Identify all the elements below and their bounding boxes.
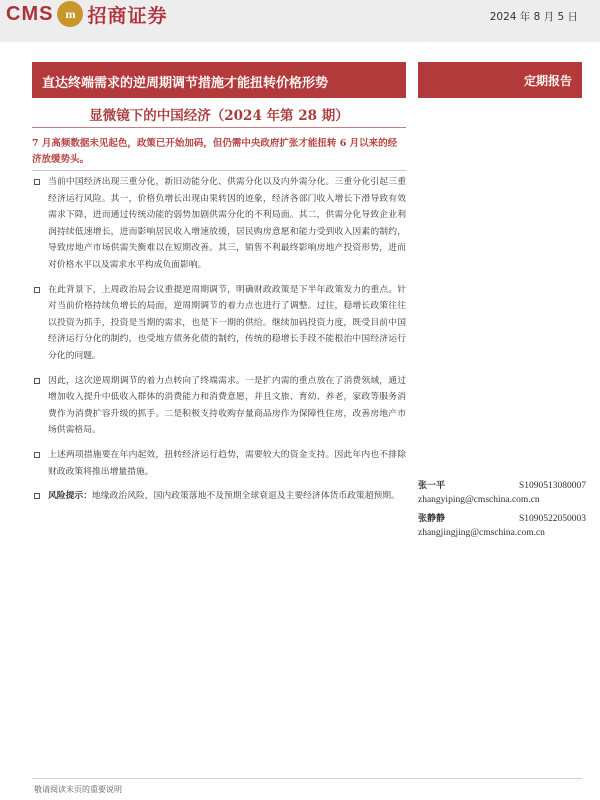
bullet-item bbox=[34, 373, 406, 439]
analyst-id: S1090513080007 bbox=[518, 481, 586, 491]
footer-note: 敬请阅读末页的重要说明 bbox=[34, 785, 122, 794]
risk-item bbox=[34, 488, 406, 505]
bullet-text: 因此，这次逆周期调节的着力点转向了终端需求。一是扩内需的重点放在了消费领域，通过增加收入提升中低收入群体的消费能力和消费意愿，并且文旅、育幼、养老，家政等服务消费作为消费扩容升级的抓手。二是积极支持收购存量商品房作为保障性住房，改善房地产市场供需格局。 bbox=[48, 375, 406, 436]
analyst-name: 张一平 bbox=[418, 481, 446, 491]
title-divider bbox=[32, 127, 406, 128]
footer-divider bbox=[32, 778, 582, 779]
analyst-email[interactable]: zhangyiping@cmschina.com.cn bbox=[418, 495, 540, 505]
logo-company-name: 招商证券 bbox=[87, 4, 168, 27]
logo-emblem-icon: m bbox=[57, 1, 83, 27]
lead-divider bbox=[32, 170, 406, 171]
bullet-text: 当前中国经济出现三重分化，新旧动能分化、供需分化以及内外需分化。三重分化引起三重经济运行风险。其一，价格负增长出现由果转因的迹象，经济各部门收入增长下滑导致有效需求下降，进而通过传统动能的弱势加剧供需分化的不利局面。其二，供需分化导致企业利润持续低速增长，进而影响居民收入增速放缓，居民购房意愿和能力受到收入因素的制约，导致房地产市场供需失衡难以在短期改善。其三，销售不利最终影响房地产投资形势，进而对价格水平以及需求水平构成负面影响。 bbox=[48, 177, 406, 270]
bullet-text: 上述两项措施要在年内起效，扭转经济运行趋势，需要较大的资金支持。因此年内也不排除财政政策将推出增量措施。 bbox=[48, 449, 406, 477]
report-date: 2024 年 8 月 5 日 bbox=[489, 11, 578, 23]
report-title: 直达终端需求的逆周期调节措施才能扭转价格形势 bbox=[42, 76, 329, 91]
contact-row bbox=[418, 480, 586, 493]
square-bullet-icon bbox=[34, 287, 40, 293]
square-bullet-icon bbox=[34, 493, 40, 499]
square-bullet-icon bbox=[34, 378, 40, 384]
analyst-name: 张静静 bbox=[418, 514, 446, 524]
report-subtitle: 显微镜下的中国经济（2024 年第 28 期） bbox=[89, 108, 349, 124]
report-type-banner bbox=[418, 62, 582, 98]
page-header bbox=[0, 0, 600, 42]
analyst-contacts bbox=[418, 480, 586, 546]
bullet-item bbox=[34, 447, 406, 480]
company-logo bbox=[6, 0, 167, 28]
bullet-item bbox=[34, 282, 406, 365]
report-type: 定期报告 bbox=[523, 74, 572, 88]
square-bullet-icon bbox=[34, 179, 40, 185]
square-bullet-icon bbox=[34, 452, 40, 458]
title-banner bbox=[32, 62, 406, 98]
bullet-list bbox=[34, 174, 406, 513]
risk-text: 地缘政治风险，国内政策落地不及预期全球衰退及主要经济体货币政策超预期。 bbox=[92, 491, 400, 502]
logo-cms-text: CMS bbox=[6, 2, 54, 25]
risk-label: 风险提示： bbox=[48, 491, 92, 502]
lead-summary: 7 月高频数据未见起色，政策已开始加码，但仍需中央政府扩张才能扭转 6 月以来的经济放缓势头。 bbox=[32, 138, 398, 165]
analyst-email[interactable]: zhangjingjing@cmschina.com.cn bbox=[418, 528, 545, 538]
analyst-id: S1090522050003 bbox=[518, 514, 586, 524]
contact-row bbox=[418, 513, 586, 526]
bullet-item bbox=[34, 174, 406, 274]
bullet-text: 在此背景下，上周政治局会议重提逆周期调节，明确财政政策是下半年政策发力的重点。针对当前价格持续负增长的局面，逆周期调节的着力点也进行了调整。过往，稳增长政策往往以投资为抓手，投资是当期的需求，也是下一期的供给。继续加码投资力度，既受目前中国经济运行分化的制约，也受地方债务化债的制约，传统的稳增长手段不能根治中国经济运行分化的问题。 bbox=[48, 284, 406, 361]
